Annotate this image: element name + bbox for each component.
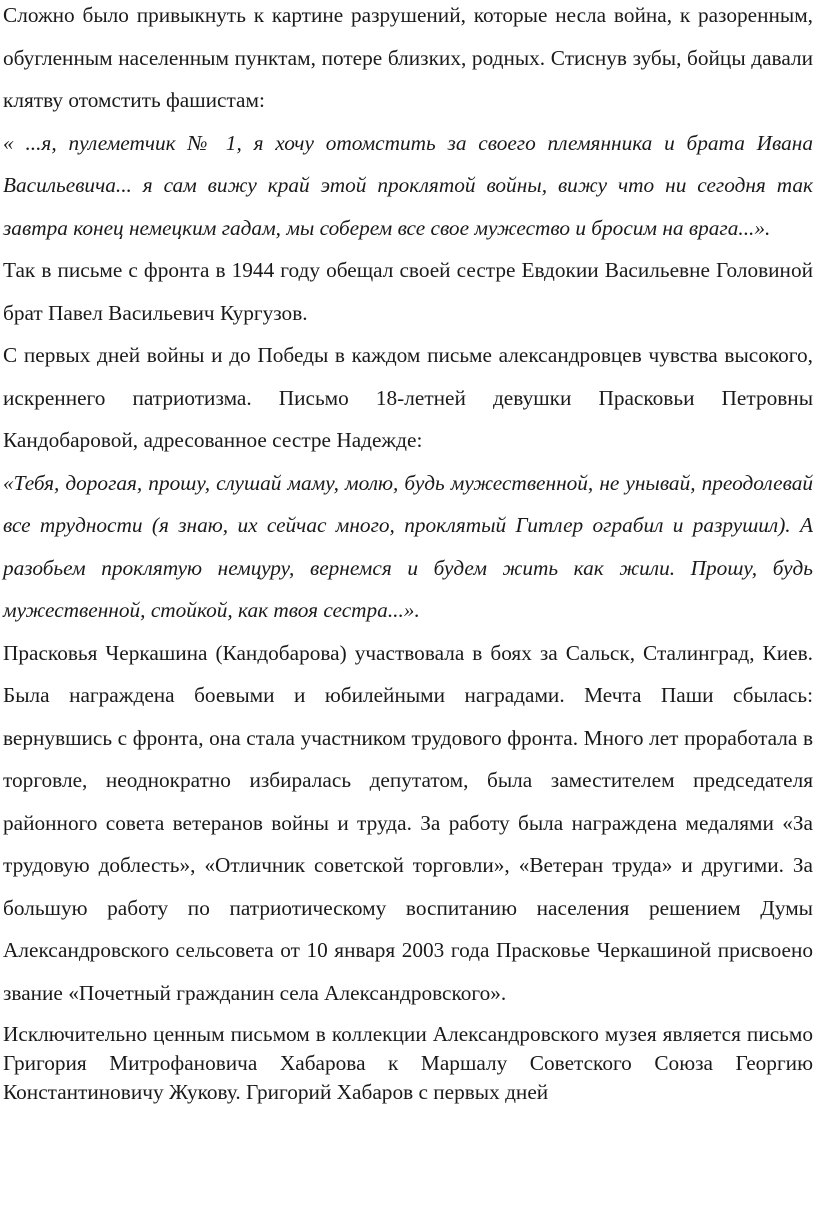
quote-kurguzov-letter: « ...я, пулеметчик № 1, я хочу отомстить за своего племянника и брата Ивана Васильевича... я сам вижу край этой проклятой войны, вижу что ни сегодня так завтра конец немецким гадам, мы соберем все свое мужество и бросим на врага...».	[3, 130, 813, 240]
quote-kandobarova-letter: «Тебя, дорогая, прошу, слушай маму, молю, будь мужественной, не унывай, преодолевай все трудности (я знаю, их сейчас много, проклятый Гитлер ограбил и разрушил). А разобьем проклятую немцуру, вернемся и будем жить как жили. Прошу, будь мужественной, стойкой, как твоя сестра...».	[3, 470, 813, 622]
paragraph-patriotism-letters: С первых дней войны и до Победы в каждом письме александровцев чувства высокого, искреннего патриотизма. Письмо 18-летней девушки Прасковьи Петровны Кандобаровой, адресованное сестре Надежде:	[3, 343, 813, 452]
paragraph-kurguzov-attribution: Так в письме с фронта в 1944 году обещал своей сестре Евдокии Васильевне Головиной брат Павел Васильевич Кургузов.	[3, 258, 813, 325]
paragraph-war-destruction: Сложно было привыкнуть к картине разрушений, которые несла война, к разоренным, обугленным населенным пунктам, потере близких, родных. Стиснув зубы, бойцы давали клятву отомстить фашистам:	[3, 3, 813, 112]
paragraph-khabarov-letter: Исключительно ценным письмом в коллекции Александровского музея является письмо Григория Митрофановича Хабарова к Маршалу Советского Союза Георгию Константиновичу Жукову. Григорий Хабаров с первых дней	[3, 1022, 813, 1104]
paragraph-cherkashina-biography: Прасковья Черкашина (Кандобарова) участвовала в боях за Сальск, Сталинград, Киев. Была награждена боевыми и юбилейными наградами. Мечта Паши сбылась: вернувшись с фронта, она стала участником трудового фронта. Много лет проработала в торговле, неоднократно избиралась депутатом, была заместителем председателя районного совета ветеранов войны и труда. За работу была награждена медалями «За трудовую доблесть», «Отличник советской торговли», «Ветеран труда» и другими. За большую работу по патриотическому воспитанию населения решением Думы Александровского сельсовета от 10 января 2003 года Прасковье Черкашиной присвоено звание «Почетный гражданин села Александровского».	[3, 640, 813, 1005]
